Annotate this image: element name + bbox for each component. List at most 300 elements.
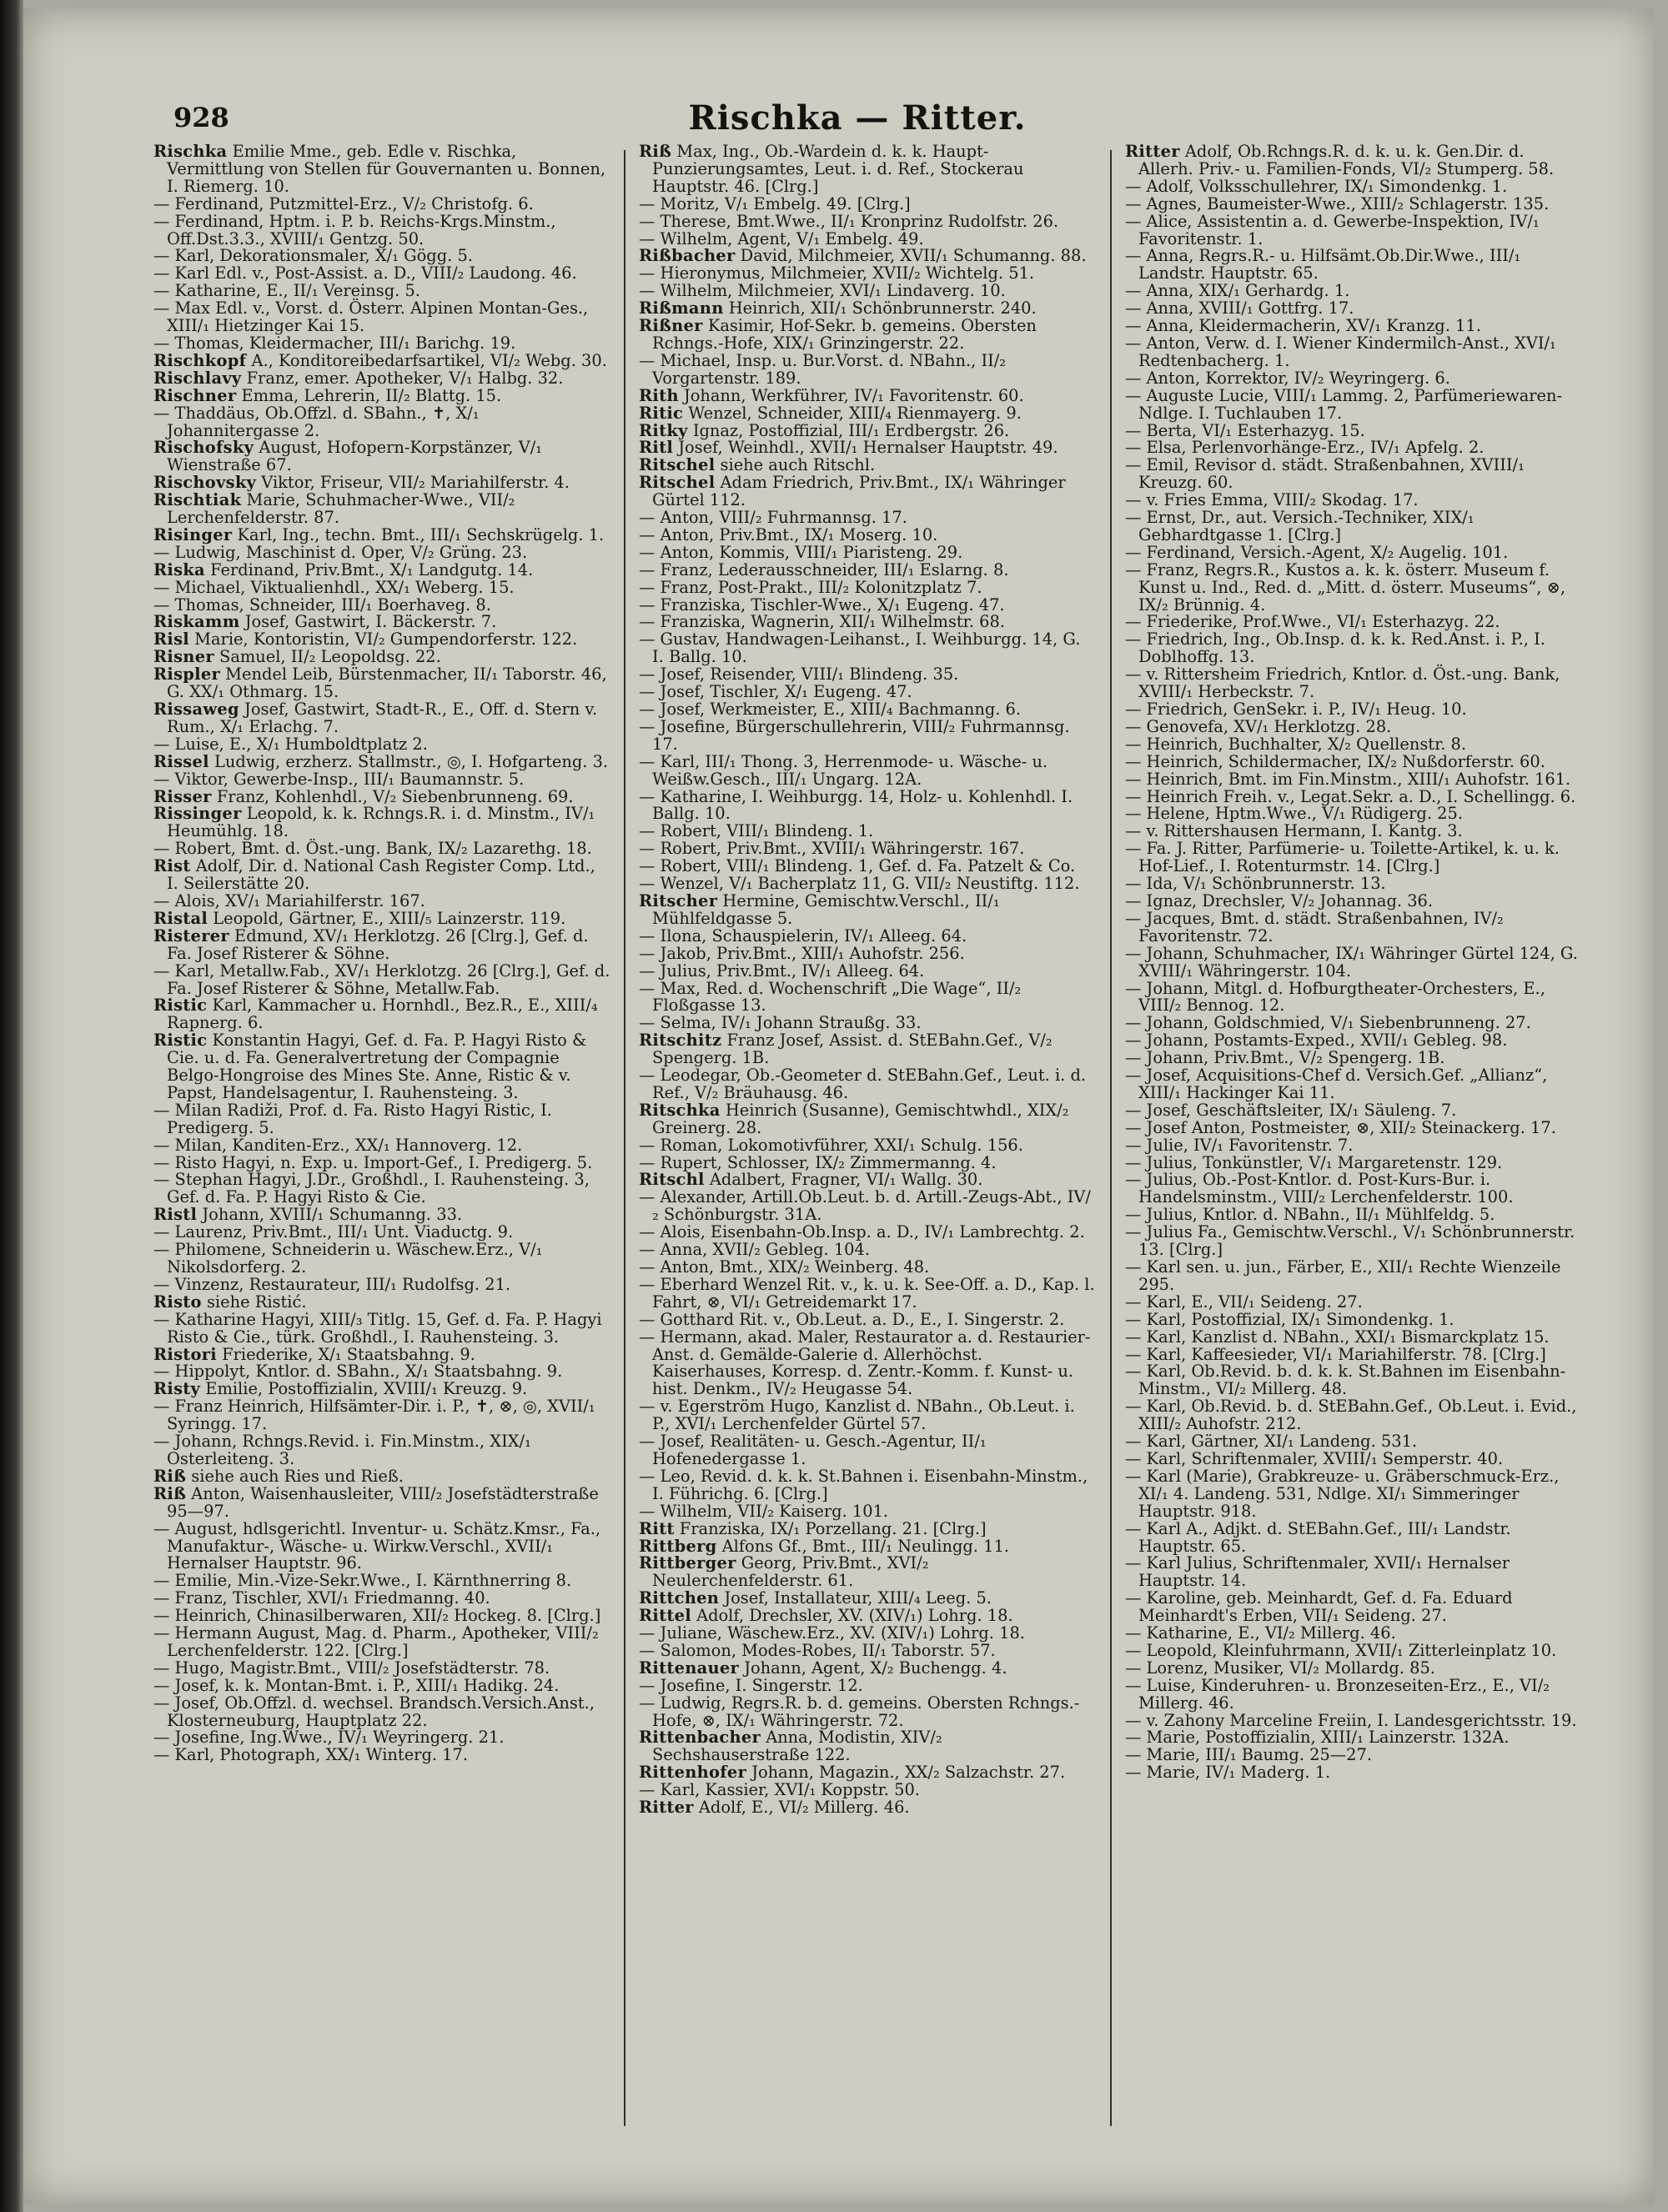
entry-details: Adam Friedrich, Priv.Bmt., IX/₁ Währinger Gürtel 112.: [652, 473, 1066, 510]
entry-details: — Ida, V/₁ Schönbrunnerstr. 13.: [1125, 874, 1386, 894]
entry-details: — Hieronymus, Milchmeier, XVII/₂ Wichtelg. 51.: [639, 263, 1035, 283]
directory-entry: [153, 840, 610, 858]
entry-details: Adolf, E., VI/₂ Millerg. 46.: [698, 1798, 910, 1818]
directory-entry: [1125, 178, 1582, 196]
directory-entry: [153, 1206, 610, 1224]
entry-details: Josef, Gastwirt, I. Bäckerstr. 7.: [244, 612, 497, 632]
directory-page: [23, 8, 1654, 2204]
directory-entry: [639, 1625, 1096, 1643]
entry-surname: Rischlavy: [153, 368, 242, 388]
directory-entry: [153, 544, 610, 562]
directory-entry: [153, 631, 610, 649]
entry-surname: Rittberg: [639, 1536, 717, 1556]
directory-entry: [1125, 910, 1582, 945]
directory-entry: [639, 1640, 1096, 1660]
entry-details: — Viktor, Gewerbe-Insp., III/₁ Baumannstr. 5.: [153, 769, 525, 789]
directory-entry: [639, 1538, 1096, 1556]
entry-details: — Genovefa, XV/₁ Herklotzg. 28.: [1125, 716, 1392, 736]
entry-details: Leopold, Gärtner, E., XIII/₅ Lainzerstr. 119.: [213, 908, 566, 928]
entry-details: — Josef, Werkmeister, E., XIII/₄ Bachmanng. 6.: [639, 700, 1022, 719]
directory-entry: [1125, 1640, 1582, 1660]
directory-entry: [153, 1224, 610, 1241]
entry-details: — Ferdinand, Putzmittel-Erz., V/₂ Christofg. 6.: [153, 193, 534, 213]
entry-details: — Franz, Tischler, XVI/₁ Friedmanng. 40.: [153, 1588, 490, 1608]
entry-details: — Robert, Bmt. d. Öst.-ung. Bank, IX/₂ Lazarethg. 18.: [153, 839, 592, 859]
entry-details: — Franz, Post-Prakt., III/₂ Kolonitzplatz 7.: [639, 577, 982, 597]
entry-details: Georg, Priv.Bmt., XVI/₂ Neulerchenfelderstr. 61.: [652, 1553, 929, 1591]
entry-surname: Ritl: [639, 438, 674, 458]
entry-details: — Elsa, Perlenvorhänge-Erz., IV/₁ Apfelg. 2.: [1125, 438, 1485, 458]
directory-entry: [153, 1344, 610, 1364]
entry-details: Edmund, XV/₁ Herklotzg. 26 [Clrg.], Gef. d. Fa. Josef Risterer & Söhne.: [167, 925, 589, 963]
entry-details: Franz, Kohlenhdl., V/₂ Siebenbrunneng. 69.: [216, 786, 574, 806]
directory-entry: [1125, 439, 1582, 457]
directory-entry: [1125, 1625, 1582, 1643]
directory-entry: [1125, 1363, 1582, 1398]
directory-entry: [639, 228, 1096, 248]
entry-surname: Rittenbacher: [639, 1728, 761, 1748]
directory-entry: [639, 559, 1096, 579]
directory-entry: [1125, 1309, 1582, 1329]
entry-details: Adalbert, Fragner, VI/₁ Wallg. 30.: [709, 1170, 983, 1190]
entry-details: — Anton, Kommis, VIII/₁ Piaristeng. 29.: [639, 542, 963, 562]
entry-details: — Wilhelm, Milchmeier, XVI/₁ Lindaverg. 10.: [639, 281, 1006, 301]
directory-entry: [639, 509, 1096, 527]
entry-details: — Anna, Regrs.R.- u. Hilfsämt.Ob.Dir.Wwe., III/₁ Landstr. Hauptstr. 65.: [1125, 246, 1521, 283]
entry-details: — Anton, Verw. d. I. Wiener Kindermilch-Anst., XVI/₁ Redtenbacherg. 1.: [1125, 333, 1556, 370]
entry-details: Ignaz, Postoffizial, III/₁ Erdbergstr. 26.: [692, 420, 1010, 440]
entry-surname: Riskamm: [153, 612, 240, 632]
directory-entry: [639, 248, 1096, 265]
entry-details: — Robert, VIII/₁ Blindeng. 1, Gef. d. Fa. Patzelt & Co.: [639, 856, 1076, 876]
entry-details: — Josefine, Ing.Wwe., IV/₁ Weyringerg. 21.: [153, 1728, 505, 1748]
directory-entry: [153, 858, 610, 893]
directory-entry: [639, 925, 1096, 945]
directory-entry: [639, 1695, 1096, 1730]
entry-details: — Johann, Rchngs.Revid. i. Fin.Minstm., XIX/₁ Osterleiteng. 3.: [153, 1432, 531, 1468]
entry-details: — Anna, XVII/₂ Gebleg. 104.: [639, 1240, 870, 1260]
entry-details: — Alexander, Artill.Ob.Leut. b. d. Artill.-Zeugs-Abt., IV/₂ Schönburgstr. 31A.: [639, 1187, 1091, 1225]
directory-entry: [639, 1274, 1096, 1312]
entry-details: — Hugo, Magistr.Bmt., VIII/₂ Josefstädterstr. 78.: [153, 1658, 550, 1678]
entry-surname: Risterer: [153, 925, 229, 945]
entry-details: — Ludwig, Regrs.R. b. d. gemeins. Obersten Rchngs.-Hofe, ⊗, IX/₁ Währingerstr. 72.: [639, 1693, 1080, 1730]
entry-surname: Rißbacher: [639, 246, 736, 266]
directory-entry: [1125, 457, 1582, 492]
directory-entry: [1125, 1171, 1582, 1206]
directory-entry: [639, 963, 1096, 981]
entry-details: — Anton, VIII/₂ Fuhrmannsg. 17.: [639, 508, 907, 528]
directory-entry: [639, 1189, 1096, 1224]
entry-details: — Robert, Priv.Bmt., XVIII/₁ Währingerstr. 167.: [639, 839, 1025, 859]
directory-entry: [639, 684, 1096, 701]
entry-details: — Ludwig, Maschinist d. Oper, V/₂ Grüng. 23.: [153, 542, 528, 562]
entry-details: — Karl, Gärtner, XI/₁ Landeng. 531.: [1125, 1432, 1418, 1452]
directory-entry: [639, 1799, 1096, 1817]
entry-details: — Wilhelm, Agent, V/₁ Embelg. 49.: [639, 228, 924, 248]
directory-entry: [1125, 1398, 1582, 1433]
column-divider: [624, 150, 626, 2126]
directory-entry: [639, 875, 1096, 893]
directory-entry: [153, 805, 610, 840]
entry-details: — Friedrich, GenSekr. i. P., IV/₁ Heug. 10.: [1125, 700, 1467, 719]
entry-surname: Ritter: [639, 1798, 694, 1818]
entry-surname: Risinger: [153, 524, 233, 544]
entry-details: — Josef, k. k. Montan-Bmt. i. P., XIII/₁ Hadikg. 24.: [153, 1675, 560, 1695]
entry-details: Josef, Weinhdl., XVII/₁ Hernalser Hauptstr. 49.: [678, 438, 1058, 458]
entry-details: — Lorenz, Musiker, VI/₂ Mollardg. 85.: [1125, 1658, 1435, 1678]
entry-details: — Milan Radiži, Prof. d. Fa. Risto Hagyi Ristic, I. Predigerg. 5.: [153, 1100, 552, 1137]
entry-details: — Johann, Goldschmied, V/₁ Siebenbrunneng. 27.: [1125, 1013, 1531, 1033]
directory-entry: [639, 283, 1096, 300]
directory-entry: [639, 265, 1096, 283]
entry-details: — Vinzenz, Restaurateur, III/₁ Rudolfsg. 21.: [153, 1274, 511, 1294]
entry-details: — Anton, Priv.Bmt., IX/₁ Moserg. 10.: [639, 524, 938, 544]
directory-entry: [1125, 509, 1582, 544]
directory-entry: [1125, 786, 1582, 806]
column-3: [1125, 143, 1582, 2128]
directory-entry: [639, 524, 1096, 544]
entry-details: — Friedrich, Ing., Ob.Insp. d. k. k. Red.Anst. i. P., I. Doblhoffg. 13.: [1125, 629, 1545, 667]
directory-entry: [639, 823, 1096, 840]
directory-entry: [1125, 1015, 1582, 1032]
entry-details: — v. Zahony Marceline Freiin, I. Landesgerichtsstr. 19.: [1125, 1710, 1577, 1730]
entry-details: — Karl, Metallw.Fab., XV/₁ Herklotzg. 26 [Clrg.], Gef. d. Fa. Josef Risterer & Söhne, Metallw.Fab.: [153, 961, 610, 998]
entry-details: — Eberhard Wenzel Rit. v., k. u. k. See-Off. a. D., Kap. l. Fahrt, ⊗, VI/₁ Getreidemarkt 17.: [639, 1274, 1095, 1312]
directory-entry: [639, 1329, 1096, 1399]
directory-entry: [153, 1363, 610, 1381]
entry-surname: Ritschka: [639, 1100, 721, 1120]
directory-entry: [153, 1695, 610, 1730]
directory-entry: [153, 614, 610, 631]
directory-entry: [153, 1660, 610, 1678]
directory-entry: [1125, 370, 1582, 388]
directory-entry: [639, 666, 1096, 684]
entry-surname: Rischkopf: [153, 350, 247, 370]
entry-details: — Auguste Lucie, VIII/₁ Lammg. 2, Parfümeriewaren-Ndlge. I. Tuchlauben 17.: [1125, 385, 1563, 423]
directory-entry: [639, 945, 1096, 963]
entry-surname: Rischner: [153, 385, 237, 405]
entry-details: — Josef, Acquisitions-Chef d. Versich.Gef. „Allianz“, XIII/₁ Hackinger Kai 11.: [1125, 1066, 1548, 1102]
entry-details: — Heinrich, Chinasilberwaren, XII/₂ Hockeg. 8. [Clrg.]: [153, 1606, 601, 1626]
entry-details: — Karl, III/₁ Thong. 3, Herrenmode- u. Wäsche- u. Weißw.Gesch., III/₁ Ungarg. 12A.: [639, 751, 1048, 789]
directory-entry: [153, 370, 610, 388]
entry-details: — Laurenz, Priv.Bmt., III/₁ Unt. Viaductg. 9.: [153, 1222, 514, 1242]
entry-details: Heinrich (Susanne), Gemischtwhdl., XIX/₂ Greinerg. 28.: [652, 1100, 1069, 1137]
entry-details: Viktor, Friseur, VII/₂ Mariahilferstr. 4.: [261, 473, 570, 493]
entry-details: — Robert, VIII/₁ Blindeng. 1.: [639, 821, 874, 841]
directory-entry: [639, 1764, 1096, 1782]
entry-details: — Karl, Postoffizial, IX/₁ Simondenkg. 1.: [1125, 1309, 1454, 1329]
entry-details: — Karl, E., VII/₁ Seideng. 27.: [1125, 1292, 1363, 1312]
directory-entry: [639, 786, 1096, 824]
directory-entry: [1125, 318, 1582, 335]
entry-details: Samuel, II/₂ Leopoldsg. 22.: [219, 647, 441, 667]
directory-entry: [639, 858, 1096, 875]
entry-details: — Ernst, Dr., aut. Versich.-Techniker, XIX/₁ Gebhardtgasse 1. [Clrg.]: [1125, 508, 1475, 544]
directory-entry: [639, 751, 1096, 789]
entry-details: Marie, Schuhmacher-Wwe., VII/₂ Lerchenfelderstr. 87.: [167, 490, 515, 528]
entry-details: — Anna, Kleidermacherin, XV/₁ Kranzg. 11.: [1125, 316, 1481, 336]
entry-details: — Alois, XV/₁ Mariahilferstr. 167.: [153, 890, 425, 910]
directory-entry: [1125, 143, 1582, 178]
entry-details: Franz Josef, Assist. d. StEBahn.Gef., V/₂ Spengerg. 1B.: [652, 1031, 1053, 1068]
directory-entry: [639, 579, 1096, 597]
entry-details: A., Konditoreibedarfsartikel, VI/₂ Webg. 30.: [251, 350, 607, 370]
entry-details: — Ignaz, Drechsler, V/₂ Johannag. 36.: [1125, 890, 1434, 910]
entry-surname: Ritschl: [639, 1170, 705, 1190]
directory-entry: [1125, 823, 1582, 840]
directory-entry: [639, 1433, 1096, 1468]
entry-details: — Josef, Reisender, VIII/₁ Blindeng. 35.: [639, 665, 959, 685]
entry-details: — Julius, Tonkünstler, V/₁ Margaretenstr. 129.: [1125, 1152, 1503, 1172]
directory-entry: [1125, 716, 1582, 736]
entry-surname: Ristic: [153, 1031, 208, 1051]
entry-details: — Leopold, Kleinfuhrmann, XVII/₁ Zitterleinplatz 10.: [1125, 1640, 1557, 1660]
entry-details: — Alois, Eisenbahn-Ob.Insp. a. D., IV/₁ Lambrechtg. 2.: [639, 1222, 1085, 1242]
entry-details: — Karl, Kanzlist d. NBahn., XXI/₁ Bismarckplatz 15.: [1125, 1327, 1550, 1347]
entry-surname: Rittenhofer: [639, 1763, 747, 1783]
entry-details: Emilie Mme., geb. Edle v. Rischka, Vermittlung von Stellen für Gouvernanten u. Bonnen, I. Riemerg. 10.: [167, 143, 606, 196]
directory-entry: [153, 997, 610, 1032]
entry-details: — Julius, Kntlor. d. NBahn., II/₁ Mühlfeldg. 5.: [1125, 1205, 1495, 1225]
directory-entry: [1125, 1675, 1582, 1713]
entry-surname: Rissaweg: [153, 700, 239, 719]
directory-entry: [639, 1152, 1096, 1172]
entry-details: — Anna, XVIII/₁ Gottfrg. 17.: [1125, 298, 1354, 319]
entry-surname: Risner: [153, 647, 214, 667]
directory-entry: [153, 1468, 610, 1486]
directory-entry: [639, 405, 1096, 423]
entry-details: Ludwig, erzherz. Stallmstr., ◎, I. Hofgarteng. 3.: [214, 751, 609, 771]
entry-surname: Riß: [153, 1466, 187, 1486]
entry-details: — Anton, Bmt., XIX/₂ Weinberg. 48.: [639, 1257, 930, 1277]
entry-details: — Wilhelm, VII/₂ Kaiserg. 101.: [639, 1501, 889, 1521]
directory-entry: [639, 193, 1096, 213]
directory-entry: [639, 1398, 1096, 1433]
page-header: [173, 98, 1541, 143]
directory-entry: [639, 385, 1096, 405]
directory-entry: [639, 350, 1096, 388]
directory-entry: [639, 840, 1096, 858]
entry-details: — Karl, Ob.Revid. b. d. k. k. St.Bahnen im Eisenbahn-Minstm., VI/₂ Millerg. 48.: [1125, 1362, 1566, 1399]
entry-details: — Ferdinand, Hptm. i. P. b. Reichs-Krgs.Minstm., Off.Dst.3.3., XVIII/₁ Gentzg. 50.: [153, 211, 556, 248]
directory-entry: [1125, 1433, 1582, 1451]
directory-entry: [1125, 631, 1582, 666]
entry-details: Friederike, X/₁ Staatsbahng. 9.: [222, 1344, 475, 1364]
directory-entry: [639, 474, 1096, 509]
directory-entry: [153, 265, 610, 283]
entry-details: — Josef, Realitäten- u. Gesch.-Agentur, II/₁ Hofenedergasse 1.: [639, 1432, 987, 1468]
entry-details: — Julius, Priv.Bmt., IV/₁ Alleeg. 64.: [639, 961, 925, 981]
entry-details: — Karl, Kassier, XVI/₁ Koppstr. 50.: [639, 1780, 920, 1800]
directory-entry: [639, 439, 1096, 457]
directory-entry: [639, 1782, 1096, 1799]
directory-entry: [1125, 805, 1582, 823]
entry-details: — Risto Hagyi, n. Exp. u. Import-Gef., I. Predigerg. 5.: [153, 1152, 593, 1172]
directory-entry: [1125, 213, 1582, 248]
entry-details: Mendel Leib, Bürstenmacher, II/₁ Taborstr. 46, G. XX/₁ Othmarg. 15.: [167, 665, 607, 702]
entry-surname: Rischovsky: [153, 473, 257, 493]
directory-entry: [639, 544, 1096, 562]
directory-entry: [639, 143, 1096, 196]
entry-details: — Franziska, Wagnerin, XII/₁ Wilhelmstr. 68.: [639, 612, 1005, 632]
directory-entry: [153, 300, 610, 335]
entry-details: Franz, emer. Apotheker, V/₁ Halbg. 32.: [246, 368, 564, 388]
directory-entry: [639, 420, 1096, 440]
directory-entry: [1125, 1067, 1582, 1102]
directory-entry: [1125, 420, 1582, 440]
directory-entry: [1125, 1468, 1582, 1521]
directory-entry: [153, 335, 610, 353]
directory-entry: [153, 1433, 610, 1468]
directory-entry: [153, 1171, 610, 1206]
entry-details: Wenzel, Schneider, XIII/₄ Rienmayerg. 9.: [688, 403, 1022, 423]
directory-entry: [153, 786, 610, 806]
directory-entry: [153, 1608, 610, 1625]
entry-details: — Emil, Revisor d. städt. Straßenbahnen, XVIII/₁ Kreuzg. 60.: [1125, 455, 1525, 493]
directory-entry: [1125, 875, 1582, 893]
entry-details: — Thomas, Kleidermacher, III/₁ Barichg. 19.: [153, 333, 516, 353]
directory-entry: [1125, 736, 1582, 754]
entry-surname: Risl: [153, 629, 189, 650]
entry-surname: Rischka: [153, 143, 228, 161]
entry-details: Josef, Gastwirt, Stadt-R., E., Off. d. Stern v. Rum., X/₁ Erlachg. 7.: [167, 700, 598, 736]
directory-entry: [153, 579, 610, 597]
entry-surname: Rittchen: [639, 1588, 720, 1608]
entry-details: — Anna, XIX/₁ Gerhardg. 1.: [1125, 281, 1350, 301]
entry-details: Konstantin Hagyi, Gef. d. Fa. P. Hagyi Risto & Cie. u. d. Fa. Generalvertretung der Compagnie Belgo-Hongroise des Mines Ste. Anne, Ristic & v. Papst, Handelsagentur, I. Rauhensteing. 3.: [167, 1031, 587, 1102]
entry-details: — Gotthard Rit. v., Ob.Leut. a. D., E., I. Singerstr. 2.: [639, 1309, 1065, 1329]
directory-entry: [1125, 701, 1582, 719]
entry-surname: Rittenauer: [639, 1658, 740, 1678]
entry-details: — Luise, Kinderuhren- u. Bronzeseiten-Erz., E., VI/₂ Millerg. 46.: [1125, 1675, 1550, 1713]
entry-details: — Franz Heinrich, Hilfsämter-Dir. i. P., ✝, ⊗, ◎, XVII/₁ Syringg. 17.: [153, 1397, 595, 1434]
entry-details: — Josefine, I. Singerstr. 12.: [639, 1675, 863, 1695]
entry-details: Hermine, Gemischtw.Verschl., II/₁ Mühlfeldgasse 5.: [652, 890, 1000, 928]
entry-surname: Ritschitz: [639, 1031, 722, 1051]
directory-entry: [153, 1518, 610, 1573]
entry-details: — v. Rittershausen Hermann, I. Kantg. 3.: [1125, 821, 1463, 841]
directory-entry: [1125, 385, 1582, 423]
entry-details: — Alice, Assistentin a. d. Gewerbe-Inspektion, IV/₁ Favoritenstr. 1.: [1125, 211, 1540, 248]
entry-details: — Franziska, Tischler-Wwe., X/₁ Eugeng. 47.: [639, 594, 1005, 614]
entry-details: — Josef, Geschäftsleiter, IX/₁ Säuleng. 7.: [1125, 1100, 1457, 1120]
directory-entry: [1125, 1448, 1582, 1468]
entry-surname: Rissinger: [153, 804, 242, 824]
directory-entry: [153, 474, 610, 492]
directory-entry: [1125, 1729, 1582, 1747]
directory-entry: [153, 492, 610, 527]
entry-details: Josef, Installateur, XIII/₄ Leeg. 5.: [724, 1588, 992, 1608]
entry-details: — Karl A., Adjkt. d. StEBahn.Gef., III/₁ Landstr. Hauptstr. 65.: [1125, 1518, 1511, 1556]
directory-entry: [153, 1381, 610, 1398]
entry-details: Johann, Agent, X/₂ Buchengg. 4.: [744, 1658, 1007, 1678]
entry-surname: Ristic: [153, 996, 208, 1016]
entry-details: siehe auch Ries und Rieß.: [191, 1466, 404, 1486]
entry-details: siehe auch Ritschl.: [720, 455, 876, 475]
running-head: Rischka — Ritter.: [688, 98, 1027, 138]
entry-details: Franziska, IX/₁ Porzellang. 21. [Clrg.]: [679, 1518, 987, 1538]
directory-entry: [639, 1503, 1096, 1521]
entry-details: — Heinrich, Schildermacher, IX/₂ Nußdorferstr. 60.: [1125, 751, 1545, 771]
entry-surname: Risty: [153, 1379, 201, 1399]
entry-details: Ferdinand, Priv.Bmt., X/₁ Landgutg. 14.: [210, 559, 534, 579]
entry-surname: Riska: [153, 559, 205, 579]
entry-details: — Josef Anton, Postmeister, ⊗, XII/₂ Steinackerg. 17.: [1125, 1117, 1556, 1137]
entry-details: Emma, Lehrerin, II/₂ Blattg. 15.: [241, 385, 502, 405]
entry-details: Max, Ing., Ob.-Wardein d. k. k. Haupt-Punzierungsamtes, Leut. i. d. Ref., Stockerau Hauptstr. 46. [Clrg.]: [652, 143, 1024, 196]
directory-entry: [153, 910, 610, 928]
directory-entry: [1125, 1518, 1582, 1556]
directory-entry: [639, 1241, 1096, 1259]
directory-entry: [1125, 1117, 1582, 1137]
directory-entry: [1125, 1294, 1582, 1312]
entry-details: — Michael, Insp. u. Bur.Vorst. d. NBahn., II/₂ Vorgartenstr. 189.: [639, 350, 1007, 388]
directory-entry: [1125, 1555, 1582, 1590]
entry-details: — Julius Fa., Gemischtw.Verschl., V/₁ Schönbrunnerstr. 13. [Clrg.]: [1125, 1222, 1575, 1260]
directory-entry: [639, 1468, 1096, 1503]
directory-entry: [153, 1032, 610, 1102]
entry-details: Adolf, Ob.Rchngs.R. d. k. u. k. Gen.Dir. d. Allerh. Priv.- u. Familien-Fonds, VI/₂ Stumperg. 58.: [1138, 143, 1555, 178]
entry-details: — Thaddäus, Ob.Offzl. d. SBahn., ✝, X/₁ Johannitergasse 2.: [153, 403, 480, 440]
entry-details: — Karl sen. u. jun., Färber, E., XII/₁ Rechte Wienzeile 295.: [1125, 1257, 1561, 1294]
directory-entry: [1125, 1152, 1582, 1172]
entry-details: — Karl Julius, Schriftenmaler, XVII/₁ Hernalser Hauptstr. 14.: [1125, 1553, 1510, 1591]
directory-entry: [153, 1483, 610, 1521]
entry-details: — Berta, VI/₁ Esterhazyg. 15.: [1125, 420, 1365, 440]
directory-entry: [639, 1518, 1096, 1538]
entry-surname: Ristori: [153, 1344, 217, 1364]
entry-details: — Franz, Regrs.R., Kustos a. k. k. österr. Museum f. Kunst u. Ind., Red. d. „Mitt. d. österr. Museums“, ⊗, IX/₂ Brünnig. 4.: [1125, 559, 1565, 614]
entry-details: — Helene, Hptm.Wwe., V/₁ Rüdigerg. 25.: [1125, 804, 1463, 824]
entry-details: — Max Edl. v., Vorst. d. Österr. Alpinen Montan-Ges., XIII/₁ Hietzinger Kai 15.: [153, 298, 589, 336]
entry-details: Emilie, Postoffizialin, XVIII/₁ Kreuzg. 9.: [205, 1379, 528, 1399]
entry-details: Anton, Waisenhausleiter, VIII/₂ Josefstädterstraße 95—97.: [167, 1483, 599, 1521]
directory-entry: [153, 385, 610, 405]
directory-entry: [1125, 1032, 1582, 1050]
directory-entry: [639, 213, 1096, 231]
entry-surname: Rist: [153, 856, 191, 876]
directory-entry: [153, 1590, 610, 1608]
entry-details: Kasimir, Hof-Sekr. b. gemeins. Obersten Rchngs.-Hofe, XIX/₁ Grinzingerstr. 22.: [652, 316, 1037, 353]
entry-details: Johann, XVIII/₁ Schumanng. 33.: [202, 1205, 463, 1225]
directory-entry: [1125, 1590, 1582, 1625]
entry-details: Alfons Gf., Bmt., III/₁ Neulingg. 11.: [721, 1536, 1009, 1556]
entry-details: — Karl (Marie), Grabkreuze- u. Gräberschmuck-Erz., XI/₁ 4. Landeng. 531, Ndlge. XI/₁ Simmeringer Hauptstr. 918.: [1125, 1466, 1560, 1521]
entry-details: — Jacques, Bmt. d. städt. Straßenbahnen, IV/₂ Favoritenstr. 72.: [1125, 908, 1504, 945]
directory-entry: [1125, 978, 1582, 1016]
page-number: 928: [173, 102, 229, 133]
entry-details: — Hermann, akad. Maler, Restaurator a. d. Restaurier-Anst. d. Gemälde-Galerie d. Allerhöchst. Kaiserhauses, Korresp. d. Zentr.-Komm. f. Kunst- u. hist. Denkm., IV/₂ Heugasse 54.: [639, 1327, 1091, 1399]
directory-entry: [1125, 335, 1582, 370]
directory-entry: [639, 318, 1096, 353]
entry-details: Marie, Kontoristin, VI/₂ Gumpendorferstr. 122.: [194, 629, 578, 650]
directory-entry: [1125, 248, 1582, 283]
entry-details: — Stephan Hagyi, J.Dr., Großhdl., I. Rauhensteing. 3, Gef. d. Fa. P. Hagyi Risto & Cie.: [153, 1170, 590, 1207]
directory-entry: [153, 248, 610, 265]
directory-entry: [153, 751, 610, 771]
entry-details: — Leodegar, Ob.-Geometer d. StEBahn.Gef., Leut. i. d. Ref., V/₂ Bräuhausg. 46.: [639, 1066, 1087, 1102]
directory-entry: [639, 1555, 1096, 1590]
entry-details: Johann, Werkführer, IV/₁ Favoritenstr. 60.: [683, 385, 1024, 405]
entry-details: — Ilona, Schauspielerin, IV/₁ Alleeg. 64.: [639, 925, 967, 945]
directory-entry: [153, 1152, 610, 1172]
directory-entry: [1125, 1050, 1582, 1067]
entry-details: — Leo, Revid. d. k. k. St.Bahnen i. Eisenbahn-Minstm., I. Führichg. 6. [Clrg.]: [639, 1466, 1088, 1503]
directory-entry: [153, 649, 610, 666]
entry-details: Johann, Magazin., XX/₂ Salzachstr. 27.: [751, 1763, 1066, 1783]
